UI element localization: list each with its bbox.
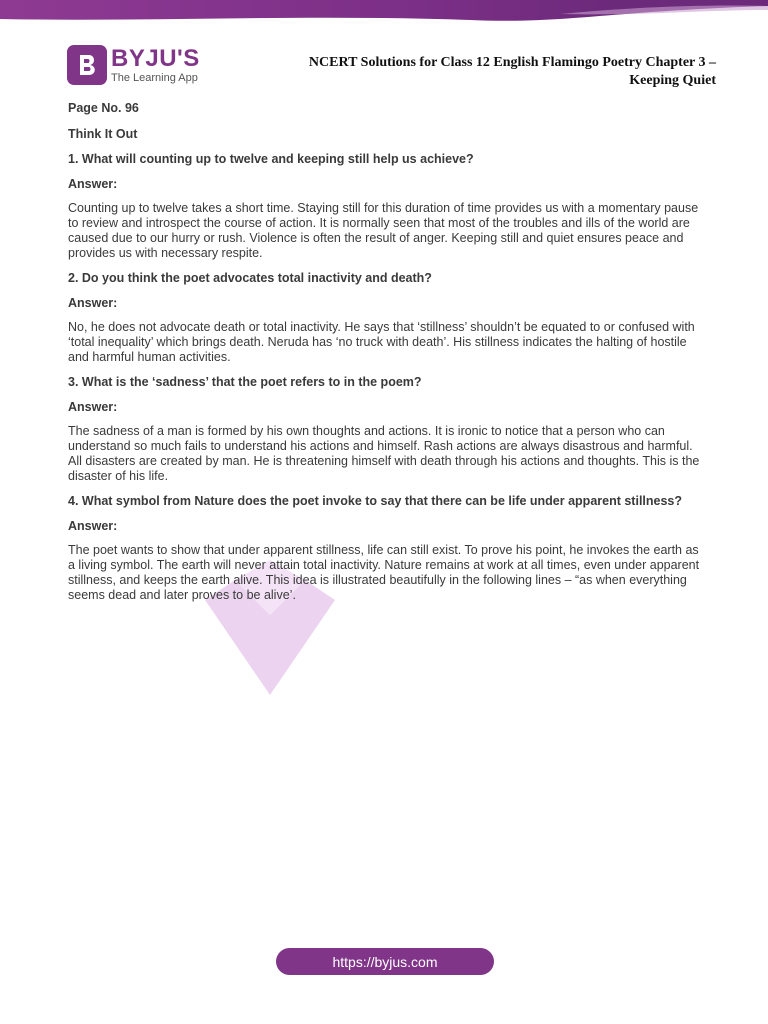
answer-label-4: Answer: (68, 519, 118, 533)
answer-text-2: No, he does not advocate death or total inactivity. He says that ‘stillness’ shouldn’t be equated to or confused with ‘total inequality’ which brings death. Neruda has ‘no truck with death’. His stillness indicates the halting of hostile and harmful human activities. (68, 320, 695, 364)
answer-text-4: The poet wants to show that under apparent stillness, life can still exist. To prove his point, he invokes the earth as a living symbol. The earth will never attain total inactivity. Nature remains at work at all times, even under apparent stillness, and keeps the earth alive. This idea is illustrated beautifully in the following lines – “as when everything seems dead and later proves to be alive’. (68, 543, 700, 602)
question-2: 2. Do you think the poet advocates total inactivity and death? (68, 271, 432, 285)
page-number: Page No. 96 (68, 101, 139, 115)
section-heading: Think It Out (68, 127, 138, 141)
answer-text-3: The sadness of a man is formed by his own thoughts and actions. It is ironic to notice that a person who can understand so much fails to understand his actions and himself. Rash actions are always disastrous and harmful. All disasters are created by man. He is threatening himself with death through his actions and thoughts. This is the disaster of his life. (68, 424, 700, 483)
byjus-logo (67, 45, 200, 85)
logo-name: BYJU'S (111, 44, 200, 72)
question-1: 1. What will counting up to twelve and keeping still help us achieve? (68, 152, 474, 166)
document-title: NCERT Solutions for Class 12 English Flamingo Poetry Chapter 3 – Keeping Quiet (308, 55, 716, 88)
question-3: 3. What is the ‘sadness’ that the poet refers to in the poem? (68, 375, 422, 389)
document-body (68, 101, 708, 603)
answer-label-1: Answer: (68, 177, 118, 191)
byjus-logo-icon (67, 45, 107, 85)
answer-text-1: Counting up to twelve takes a short time. Staying still for this duration of time provides us with a momentary pause to review and introspect the course of action. It is normally seen that most of the troubles and ills of the world are caused due to our hurry or rush. Violence is often the result of anger. Keeping still and quiet ensures peace and provides us with necessary respite. (68, 201, 699, 260)
logo-tagline: The Learning App (111, 71, 198, 84)
question-4: 4. What symbol from Nature does the poet invoke to say that there can be life under apparent stillness? (68, 494, 683, 508)
answer-label-2: Answer: (68, 296, 118, 310)
answer-label-3: Answer: (68, 400, 118, 414)
top-purple-band (0, 0, 768, 30)
footer-url-link[interactable]: https://byjus.com (276, 948, 494, 975)
